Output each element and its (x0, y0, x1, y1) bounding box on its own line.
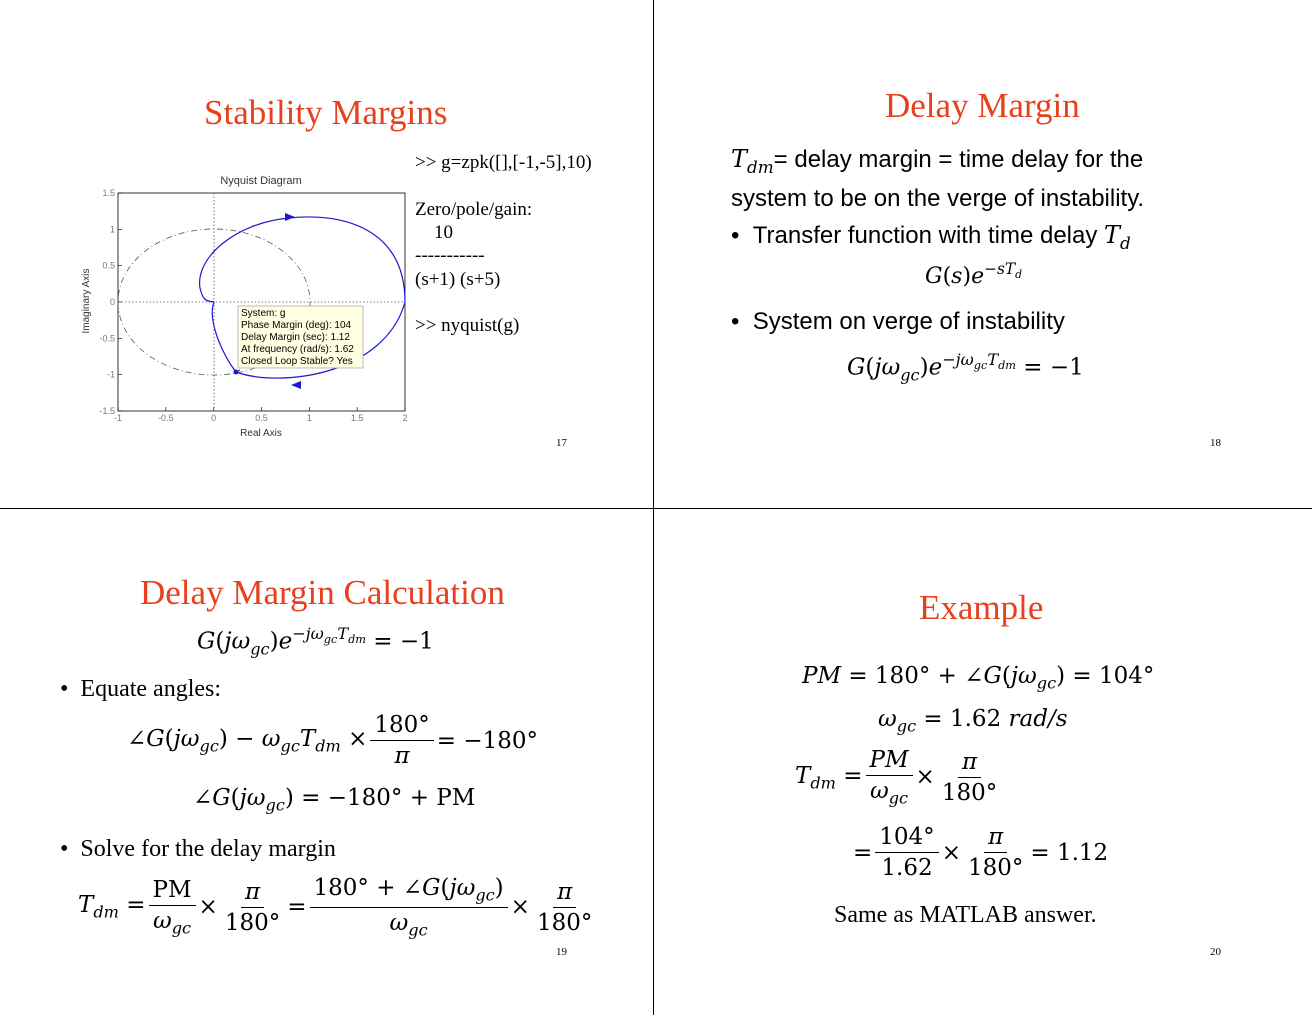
bullet-transfer-function: • Transfer function with time delay $T_d$ (731, 221, 1131, 253)
plot-title: Nyquist Diagram (220, 175, 302, 187)
equation-tdm-numeric: = $\frac{104^\circ}{1.62}$ × $\frac{\pi}{180^\circ}$ = 1.12 (853, 824, 1109, 881)
equation-delayed-tf: $G(s)e^{-sT_d}$ (925, 260, 1023, 290)
tooltip-line-4: At frequency (rad/s): 1.62 (241, 344, 354, 355)
bullet-solve: • Solve for the delay margin (60, 836, 336, 862)
equation-pm: PM = $180^\circ + \angle G(j\omega_{gc}) = 104^\circ$ (802, 663, 1155, 693)
definition-line-1: = delay margin = time delay for the (773, 146, 1144, 173)
page-number-18: 18 (1210, 437, 1221, 449)
slide-19-title: Delay Margin Calculation (140, 573, 505, 612)
equation-omega: $\omega_{gc} = 1.62$ rad/s (878, 706, 1068, 736)
y-tick-label: 1.5 (102, 188, 115, 198)
margin-marker (234, 370, 239, 375)
y-tick-label: -1 (106, 369, 115, 380)
tf-dashes: ----------- (415, 245, 485, 266)
bullet-verge: • System on verge of instability (731, 308, 1065, 335)
equation-tdm-symbolic: $T_{dm}$ = $\frac{PM}{\omega_{gc}}$ × $\frac{\pi}{180^\circ}$ (795, 747, 998, 808)
equation-condition: $G(j\omega_{gc})e^{-j\omega_{gc}T_{dm}} = -1$ (197, 624, 434, 659)
tf-denominator: (s+1) (s+5) (415, 269, 501, 290)
code-zpk: >> g=zpk([],[-1,-5],10) (415, 152, 592, 173)
x-tick-label: -1 (113, 413, 123, 423)
x-tick-label: 1.5 (350, 413, 364, 423)
x-tick-label: 0 (211, 413, 217, 423)
code-nyquist: >> nyquist(g) (415, 315, 520, 336)
y-tick-label: 1 (109, 224, 115, 235)
page-number-20: 20 (1210, 946, 1221, 958)
equation-instability: $G(j\omega_{gc})e^{-j\omega_{gc}T_{dm}} = -1$ (847, 350, 1084, 385)
tooltip-line-1: System: g (241, 308, 286, 319)
x-axis-label: Real Axis (240, 428, 282, 439)
slide-17-title: Stability Margins (204, 93, 448, 132)
tooltip-line-2: Phase Margin (deg): 104 (241, 320, 352, 331)
page-number-19: 19 (556, 946, 567, 958)
x-tick-label: 1 (306, 413, 312, 423)
y-tick-label: 0.5 (102, 260, 115, 271)
equation-angles: $\angle G(j\omega_{gc}) - \omega_{gc}T_{dm}$ × $\frac{180^\circ}{\pi}$ = −180° (127, 712, 539, 769)
tf-numerator: 10 (434, 222, 453, 243)
horizontal-divider (0, 508, 1312, 509)
y-tick-label: 0 (109, 297, 115, 307)
y-tick-label: -1.5 (99, 406, 115, 416)
delay-margin-definition (731, 144, 1144, 214)
slide-20-title: Example (919, 588, 1044, 627)
data-tooltip (238, 306, 363, 368)
y-tick-label: -0.5 (99, 333, 115, 344)
zpg-label: Zero/pole/gain: (415, 199, 533, 220)
bullet-equate-angles: • Equate angles: (60, 676, 222, 702)
matlab-note: Same as MATLAB answer. (834, 902, 1097, 928)
tooltip-line-5: Closed Loop Stable? Yes (241, 356, 353, 367)
equation-phase: $\angle G(j\omega_{gc}) = -180^\circ$ + PM (193, 785, 476, 815)
x-tick-label: 2 (402, 413, 408, 423)
y-axis-label: Imaginary Axis (81, 268, 92, 334)
tooltip-line-3: Delay Margin (sec): 1.12 (241, 332, 350, 343)
slide-18-title: Delay Margin (885, 86, 1080, 125)
x-tick-label: -0.5 (158, 413, 174, 423)
equation-tdm-solution: $T_{dm}$ = $\frac{PM}{\omega_{gc}}$ × $\frac{\pi}{180^\circ}$ = $\frac{180^\circ + \angle G(j\omega_{gc})}{\omega_{gc}}$ × $\frac{\pi}{180^\circ}$ (78, 875, 593, 940)
tdm-symbol: $T_{dm}$ (731, 145, 774, 177)
page-number-17: 17 (556, 437, 567, 449)
definition-line-2: system to be on the verge of instability. (731, 184, 1145, 212)
nyquist-plot (75, 170, 415, 445)
x-tick-label: 0.5 (255, 413, 268, 423)
